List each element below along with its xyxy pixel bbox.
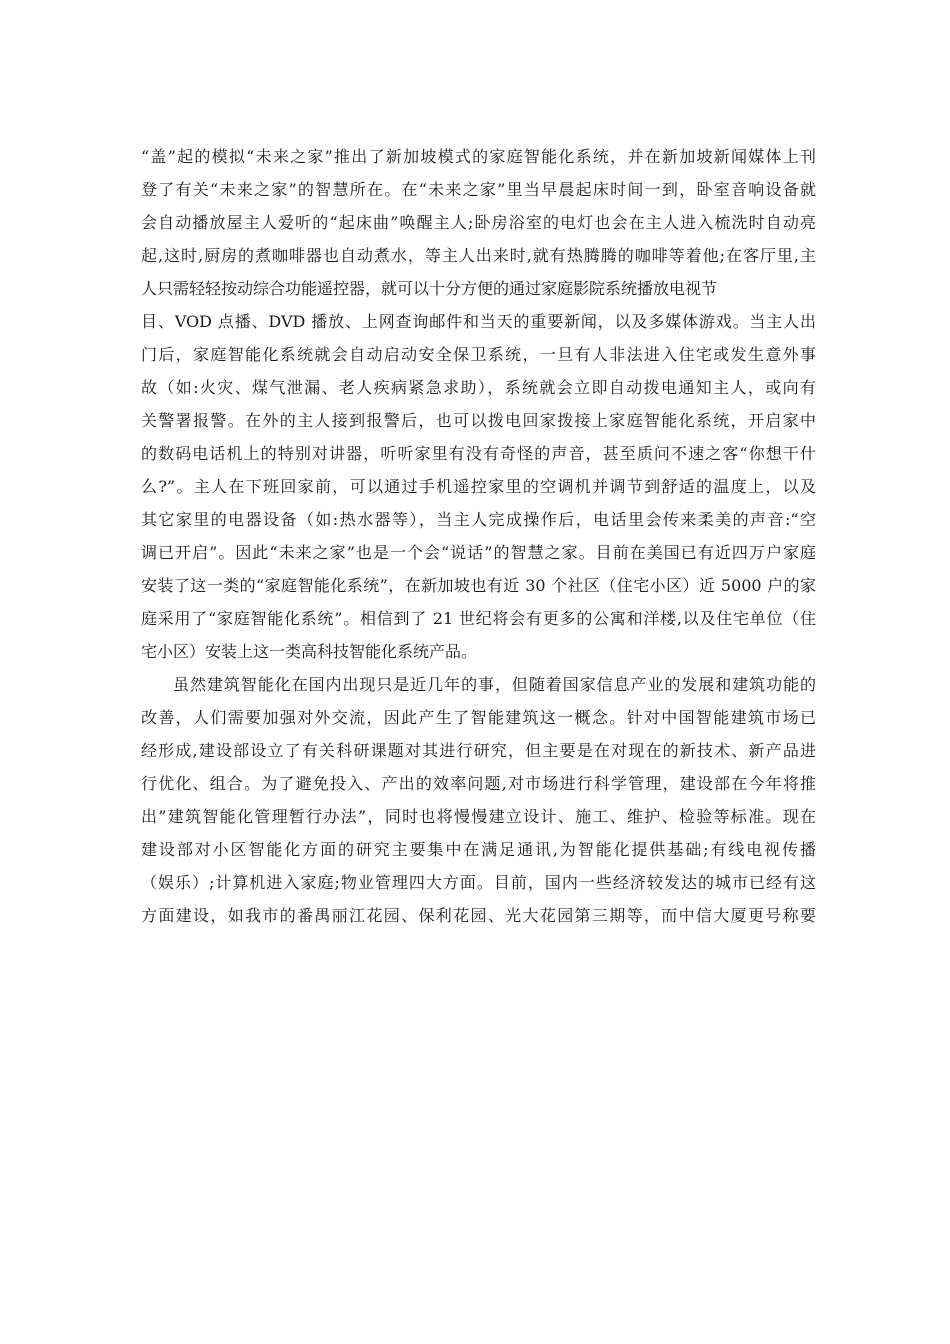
text-line: 调已开启”。因此“未来之家”也是一个会“说话”的智慧之家。目前在美国已有近四万户家庭: [141, 543, 816, 562]
text-line: “盖”起的模拟“未来之家”推出了新加坡模式的家庭智能化系统，并在新加坡新闻媒体上刊: [141, 147, 816, 166]
text-line: 经形成,建设部设立了有关科研课题对其进行研究，但主要是在对现在的新技术、新产品进: [141, 741, 816, 760]
text-line: 门后，家庭智能化系统就会自动启动安全保卫系统，一旦有人非法进入住宅或发生意外事: [141, 345, 816, 364]
text-line: 建设部对小区智能化方面的研究主要集中在满足通讯,为智能化提供基础;有线电视传播: [141, 840, 816, 859]
text-line: 目、VOD 点播、DVD 播放、上网查询邮件和当天的重要新闻，以及多媒体游戏。当主人出: [141, 312, 816, 331]
text-line: 安装了这一类的“家庭智能化系统”，在新加坡也有近 30 个社区（住宅小区）近 5000 户的家: [141, 576, 816, 595]
paragraph-building-intelligence: [141, 668, 816, 932]
text-line: （娱乐）;计算机进入家庭;物业管理四大方面。目前，国内一些经济较发达的城市已经有这: [141, 873, 816, 892]
text-line: 登了有关“未来之家”的智慧所在。在“未来之家”里当早晨起床时间一到，卧室音响设备就: [141, 180, 816, 199]
text-line: 改善，人们需要加强对外交流，因此产生了智能建筑这一概念。针对中国智能建筑市场已: [141, 708, 816, 727]
text-line: 行优化、组合。为了避免投入、产出的效率问题,对市场进行科学管理，建设部在今年将推: [141, 774, 816, 793]
text-line: 其它家里的电器设备（如:热水器等），当主人完成操作后，电话里会传来柔美的声音:“空: [141, 510, 816, 529]
text-line: 人只需轻轻按动综合功能遥控器，就可以十分方便的通过家庭影院系统播放电视节: [141, 279, 718, 298]
text-line: 宅小区）安装上这一类高科技智能化系统产品。: [141, 642, 478, 661]
text-line: 会自动播放屋主人爱听的“起床曲”唤醒主人;卧房浴室的电灯也会在主人进入梳洗时自动亮: [141, 213, 816, 232]
text-line: 虽然建筑智能化在国内出现只是近几年的事，但随着国家信息产业的发展和建筑功能的: [173, 675, 816, 694]
text-line: 的数码电话机上的特别对讲器，听听家里有没有奇怪的声音，甚至质问不速之客“你想干什: [141, 444, 816, 463]
document-body: [141, 140, 816, 932]
text-line: 出”建筑智能化管理暂行办法”，同时也将慢慢建立设计、施工、维护、检验等标准。现在: [141, 807, 816, 826]
text-line: 故（如:火灾、煤气泄漏、老人疾病紧急求助），系统就会立即自动拨电通知主人，或向有: [141, 378, 816, 397]
paragraph-future-home: [141, 140, 816, 668]
text-line: 起,这时,厨房的煮咖啡器也自动煮水，等主人出来时,就有热腾腾的咖啡等着他;在客厅里,主: [141, 246, 816, 265]
text-line: 方面建设，如我市的番禺丽江花园、保利花园、光大花园第三期等，而中信大厦更号称要: [141, 906, 816, 925]
text-line: 关警署报警。在外的主人接到报警后，也可以拨电回家拨接上家庭智能化系统，开启家中: [141, 411, 816, 430]
text-line: 么?”。主人在下班回家前，可以通过手机遥控家里的空调机并调节到舒适的温度上，以及: [141, 477, 816, 496]
text-line: 庭采用了“家庭智能化系统”。相信到了 21 世纪将会有更多的公寓和洋楼,以及住宅单位（住: [141, 609, 816, 628]
